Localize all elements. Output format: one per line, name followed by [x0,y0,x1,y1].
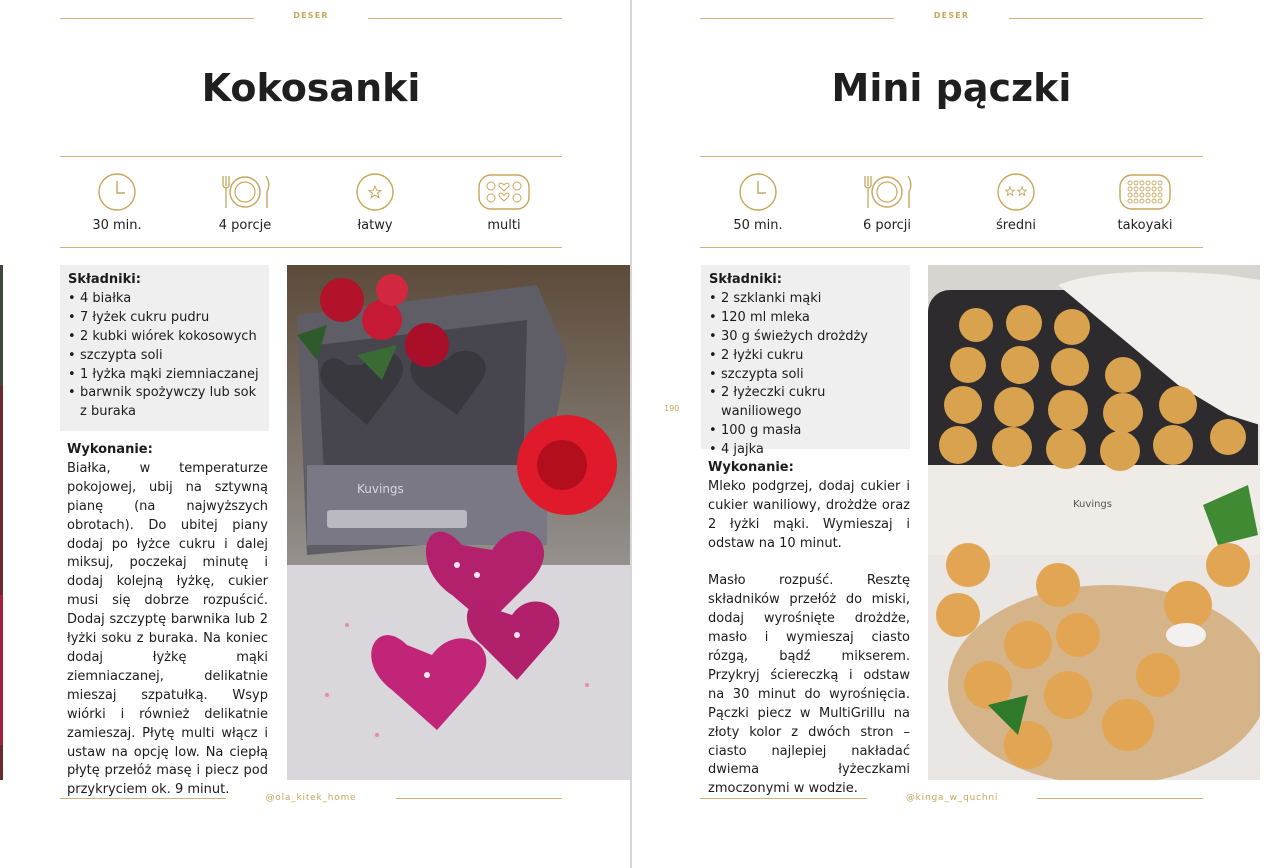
kokosanki-photo [287,265,630,780]
ingredient-item: • 7 łyżek cukru pudru [68,309,261,328]
ingredient-item: • szczypta soli [709,366,902,385]
info-top-rule [60,156,562,157]
ingredient-item: • 2 szklanki mąki [709,290,902,309]
ingredient-item: • szczypta soli [68,347,261,366]
ingredient-item: • 2 łyżeczki cukru waniliowego [709,384,902,422]
servings-label: 4 porcje [218,218,272,233]
ingredient-item: • 1 łyżka mąki ziemniaczanej [68,366,261,385]
left-page [0,0,630,868]
mini-paczki-photo [928,265,1260,780]
difficulty-one-star-icon [335,172,415,212]
category-header [700,11,1203,25]
method-title: Wykonanie: [67,442,153,457]
time-info [718,172,798,233]
info-bottom-rule [700,247,1203,248]
ingredients-box [60,265,269,431]
servings-info [205,172,285,233]
time-info [77,172,157,233]
plate-type-label: takoyaki [1117,218,1173,233]
servings-info [847,172,927,233]
ingredient-item: • 4 jajka [709,441,902,460]
ingredients-title: Składniki: [68,272,141,287]
page-number: 190 [664,404,680,413]
method-title: Wykonanie: [708,460,794,475]
method-section [67,441,268,800]
plate-type-label: multi [487,218,521,233]
category-label: DESER [933,11,970,20]
kuvings-logo-text: Kuvings [357,482,404,496]
plate-cutlery-icon [847,172,927,212]
ingredients-list [709,290,902,460]
ingredients-box [701,265,910,458]
clock-icon [718,172,798,212]
info-top-rule [700,156,1203,157]
method-paragraph: Mleko podgrzej, dodaj cukier i cukier waniliowy, drożdże oraz 2 łyżki mąki. Wymieszaj i odstaw na 10 minut. [708,478,910,551]
ingredient-item: • 100 g masła [709,422,902,441]
footer [700,791,1203,805]
method-paragraph: Białka, w temperaturze pokojowej, ubij na sztywną pianę (na najwyższych obrotach). Do ubitej piany dodaj po łyżce cukru i dalej miksuj, poczekaj minutę i dodaj kolejną łyżkę, cukier musi się dobrze rozpuścić. Dodaj szczyptę barwnika lub 2 łyżki soku z buraka. Na koniec dodaj łyżkę mąki ziemniaczanej, delikatnie mieszaj szpatułką. Wsyp wiórki i również delikatnie zamieszaj. Płytę multi włącz i ustaw na opcję low. Na ciepłą płytę przełóż masę i piecz pod przykryciem ok. 9 minut. [67,460,268,798]
recipe-title: Mini pączki [831,66,1072,110]
servings-label: 6 porcji [862,218,912,233]
plate-type-info [1105,172,1185,233]
takoyaki-plate-icon [1105,172,1185,212]
author-handle: @ola_kitek_home [265,793,357,803]
plate-type-info [464,172,544,233]
ingredient-item: • barwnik spożywczy lub sok z buraka [68,384,261,422]
category-header [60,11,562,25]
ingredient-item: • 30 g świeżych drożdży [709,328,902,347]
difficulty-two-stars-icon [976,172,1056,212]
info-bottom-rule [60,247,562,248]
difficulty-label: średni [996,218,1036,233]
author-handle: @kinga_w_quchni [905,793,999,803]
kuvings-logo-text: Kuvings [1073,499,1112,510]
difficulty-label: łatwy [357,218,393,233]
method-paragraph: Masło rozpuść. Resztę składników przełóż do miski, dodaj wyrośnięte drożdże, masło i wymieszaj ciasto rózgą, bądź mikserem. Przykryj ściereczką i odstaw na 30 minut do wyrośnięcia. Pączki piecz w MultiGrillu na złoty kolor z dwóch stron – ciasto najlepiej nakładać dwiema łyżeczkami zmoczonymi w wodzie. [708,573,910,797]
clock-icon [77,172,157,212]
ingredient-item: • 4 białka [68,290,261,309]
difficulty-info [335,172,415,233]
ingredient-item: • 120 ml mleka [709,309,902,328]
ingredient-item: • 2 łyżki cukru [709,347,902,366]
ingredients-list [68,290,261,422]
time-label: 50 min. [733,218,783,233]
ingredients-title: Składniki: [709,272,782,287]
method-section [708,459,910,799]
category-label: DESER [293,11,329,20]
footer [60,791,562,805]
recipe-title: Kokosanki [201,66,421,110]
ingredient-item: • 2 kubki wiórek kokosowych [68,328,261,347]
difficulty-info [976,172,1056,233]
right-page [632,0,1274,868]
time-label: 30 min. [92,218,142,233]
multi-plate-icon [464,172,544,212]
plate-cutlery-icon [205,172,285,212]
